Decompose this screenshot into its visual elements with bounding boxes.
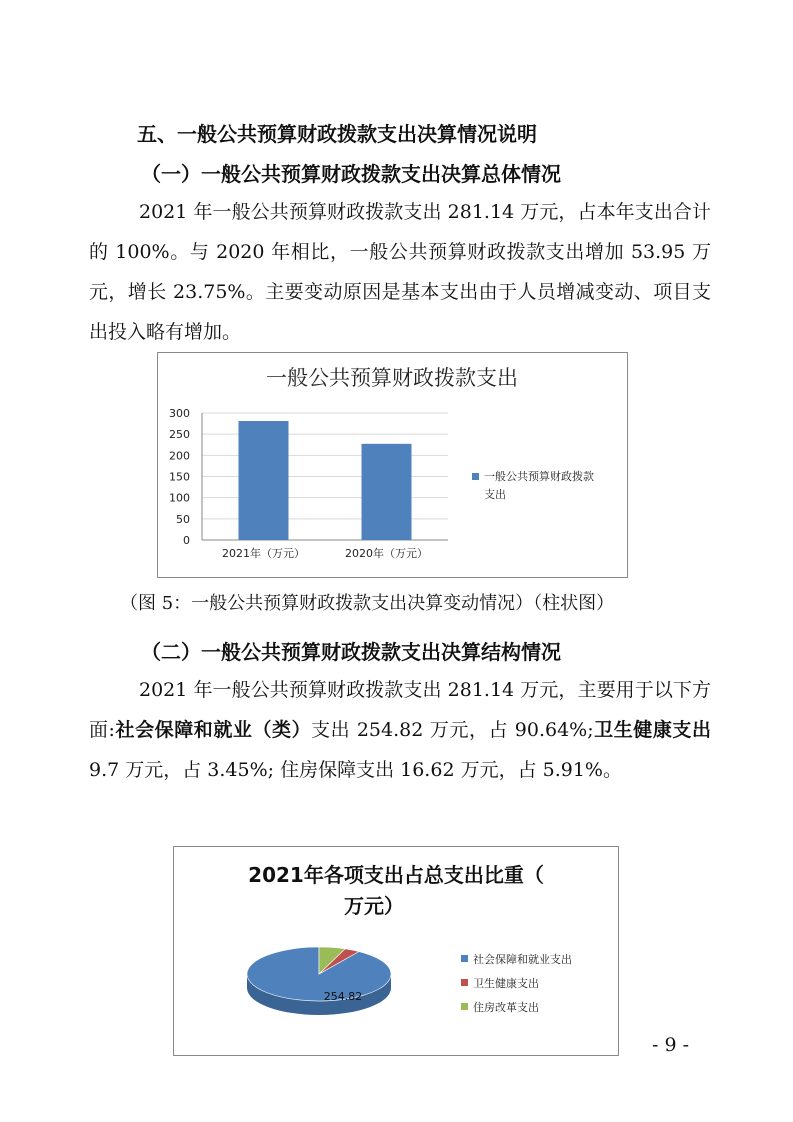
subsection-heading-overall: （一）一般公共预算财政拨款支出决算总体情况 — [141, 162, 561, 186]
pie-legend-label-3: 住房改革支出 — [473, 1001, 539, 1014]
bar-chart-frame — [157, 352, 628, 578]
pie-chart-title-line1: 2021年各项支出占总支出比重（ — [248, 863, 544, 887]
pie-legend-label-1: 社会保障和就业支出 — [473, 953, 572, 966]
bar-chart-title: 一般公共预算财政拨款支出 — [266, 366, 518, 390]
item-social-label: 社会保障和就业（类） — [114, 719, 312, 741]
bar-legend-label: 支出 — [484, 488, 506, 501]
bar-legend-swatch — [472, 473, 479, 480]
bar-y-tick-label: 0 — [183, 534, 190, 547]
bar-x-tick-label: 2021年（万元） — [222, 547, 305, 560]
paragraph-overall: 2021 年一般公共预算财政拨款支出 281.14 万元，占本年支出合计的 100%。与 2020 年相比，一般公共预算财政拨款支出增加 53.95 万元，增长 23.75%。主要变动原因是基本支出由于人员增减变动、项目支出投入略有增加。 — [89, 201, 711, 343]
pie-legend-swatch-2 — [461, 979, 468, 986]
bar-y-tick-label: 50 — [176, 512, 190, 526]
bar-x-tick-label: 2020年（万元） — [345, 547, 428, 560]
bar-y-tick-label: 150 — [169, 470, 190, 484]
pie-legend-label-2: 卫生健康支出 — [473, 977, 539, 990]
bar-chart — [158, 353, 627, 577]
bar-y-tick-label: 300 — [169, 407, 190, 420]
pie-chart-title-line2: 万元） — [344, 894, 404, 918]
pie-chart-frame — [173, 846, 619, 1056]
bar-legend-label: 一般公共预算财政拨款 — [484, 470, 594, 483]
bar-y-tick-label: 100 — [169, 491, 190, 505]
item-health-label: 卫生健康支出 — [593, 719, 711, 741]
pie-data-label: 254.82 — [323, 990, 363, 1003]
paragraph-structure — [89, 670, 711, 790]
pie-legend-swatch-3 — [461, 1003, 468, 1010]
figure-caption: （图 5：一般公共预算财政拨款支出决算变动情况）（柱状图） — [120, 593, 615, 614]
structure-lead: 2021 年一般公共预算财政拨款支出 281.14 万元，主要用于以下方面: — [89, 679, 711, 741]
pie-chart — [174, 847, 618, 1055]
subsection-heading-structure: （二）一般公共预算财政拨款支出决算结构情况 — [141, 640, 561, 664]
bar-y-tick-label: 250 — [169, 428, 190, 442]
page-number: - 9 - — [652, 1034, 690, 1056]
pie-legend-swatch-1 — [461, 955, 468, 962]
bar-2 — [362, 444, 412, 540]
section-heading: 五、一般公共预算财政拨款支出决算情况说明 — [137, 122, 537, 146]
bar-y-tick-label: 200 — [169, 449, 190, 463]
item-social-text: 支出 254.82 万元，占 90.64%; — [311, 719, 594, 741]
item-rest-text: 9.7 万元，占 3.45%; 住房保障支出 16.62 万元，占 5.91%。 — [89, 759, 622, 781]
bar-1 — [239, 421, 289, 540]
